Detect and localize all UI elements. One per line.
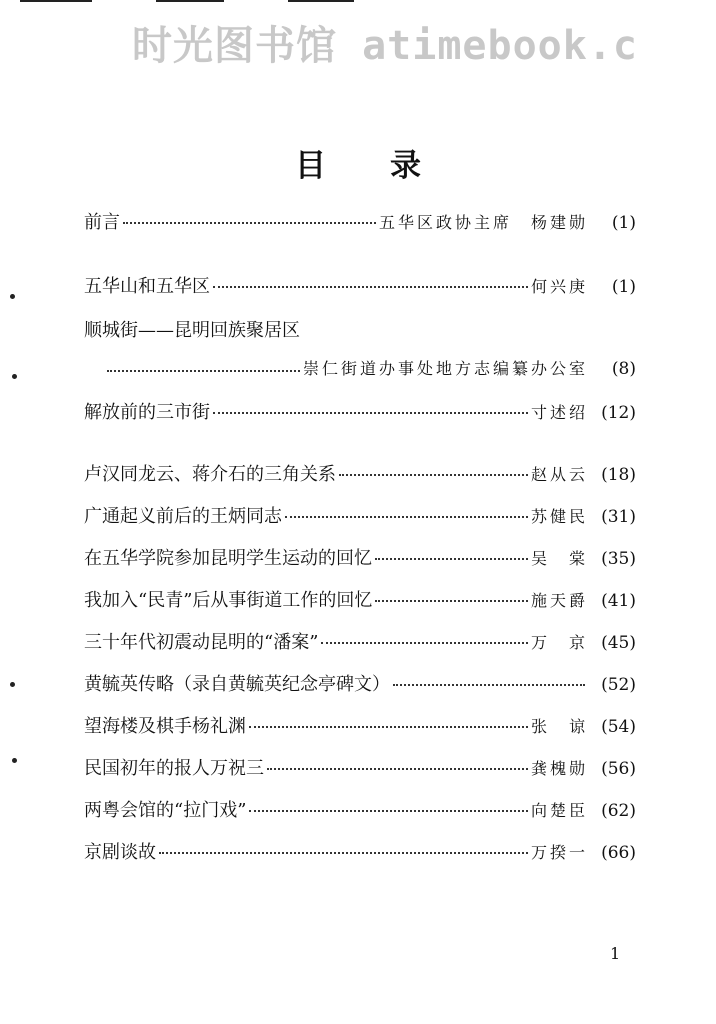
toc-entry (84, 796, 636, 824)
scan-speck (10, 294, 15, 299)
page-number: 1 (610, 944, 621, 963)
entry-page: (45) (601, 633, 636, 653)
entry-page: (18) (601, 465, 636, 485)
entry-title: 三十年代初震动昆明的“潘案” (84, 632, 319, 653)
table-of-contents (84, 0, 636, 1024)
dot-leader (159, 851, 528, 854)
toc-entry (84, 838, 636, 866)
entry-title: 在五华学院参加昆明学生运动的回忆 (84, 548, 372, 569)
entry-author: 万 京 (530, 633, 588, 652)
entry-page: (12) (601, 403, 636, 423)
dot-leader (375, 557, 528, 560)
page-title: 目录 (295, 148, 485, 184)
entry-title: 卢汉同龙云、蒋介石的三角关系 (84, 464, 336, 485)
entry-title: 前言 (84, 212, 120, 233)
entry-author: 五华区政协主席 杨建勋 (378, 213, 588, 232)
entry-page: (1) (611, 213, 636, 233)
toc-entry (84, 208, 636, 236)
entry-author: 赵从云 (530, 465, 588, 484)
entry-page: (52) (601, 675, 636, 695)
entry-author: 龚槐勋 (530, 759, 588, 778)
entry-author: 万揆一 (530, 843, 588, 862)
entry-author: 向楚臣 (530, 801, 588, 820)
entry-page: (31) (601, 507, 636, 527)
entry-page: (66) (601, 843, 636, 863)
entry-page: (54) (601, 717, 636, 737)
dot-leader (267, 767, 528, 770)
toc-entry (84, 544, 636, 572)
entry-title: 京剧谈故 (84, 842, 156, 863)
scan-speck (10, 682, 15, 687)
toc-entry (84, 398, 636, 426)
entry-page: (56) (601, 759, 636, 779)
entry-page: (1) (611, 277, 636, 297)
entry-title: 我加入“民青”后从事街道工作的回忆 (84, 590, 373, 611)
entry-author: 吴 棠 (530, 549, 588, 568)
entry-title: 顺城街——昆明回族聚居区 (84, 320, 300, 341)
entry-author: 施天爵 (530, 591, 588, 610)
entry-author: 崇仁街道办事处地方志编纂办公室 (302, 359, 588, 378)
entry-page: (8) (611, 359, 636, 379)
entry-author: 张 谅 (530, 717, 588, 736)
entry-title: 解放前的三市街 (84, 402, 210, 423)
entry-title: 两粤会馆的“拉门戏” (84, 800, 247, 821)
toc-entry (84, 272, 636, 300)
entry-page: (41) (601, 591, 636, 611)
dot-leader (249, 809, 528, 812)
dot-leader (375, 599, 528, 602)
toc-entry (84, 754, 636, 782)
dot-leader (213, 411, 528, 414)
entry-page: (35) (601, 549, 636, 569)
entry-title: 广通起义前后的王炳同志 (84, 506, 282, 527)
entry-title: 五华山和五华区 (84, 276, 210, 297)
dot-leader (339, 473, 528, 476)
entry-author: 苏健民 (530, 507, 588, 526)
dot-leader (123, 221, 376, 224)
entry-title: 黄毓英传略（录自黄毓英纪念亭碑文） (84, 674, 390, 695)
entry-page: (62) (601, 801, 636, 821)
watermark: 时光图书馆 atimebook.c (132, 23, 638, 69)
dot-leader (107, 369, 300, 372)
toc-entry (84, 628, 636, 656)
toc-entry (84, 502, 636, 530)
toc-entry (104, 356, 636, 384)
entry-title: 民国初年的报人万祝三 (84, 758, 264, 779)
entry-author: 寸述绍 (530, 403, 588, 422)
toc-entry (84, 670, 636, 698)
scan-speck (12, 758, 17, 763)
dot-leader (285, 515, 528, 518)
dot-leader (393, 683, 585, 686)
entry-author: 何兴庚 (530, 277, 588, 296)
entry-title: 望海楼及棋手杨礼渊 (84, 716, 246, 737)
toc-entry (84, 586, 636, 614)
scan-speck (12, 374, 17, 379)
top-rule-1 (20, 0, 92, 2)
toc-entry (84, 460, 636, 488)
dot-leader (213, 285, 528, 288)
toc-entry (84, 712, 636, 740)
dot-leader (249, 725, 528, 728)
dot-leader (321, 641, 528, 644)
